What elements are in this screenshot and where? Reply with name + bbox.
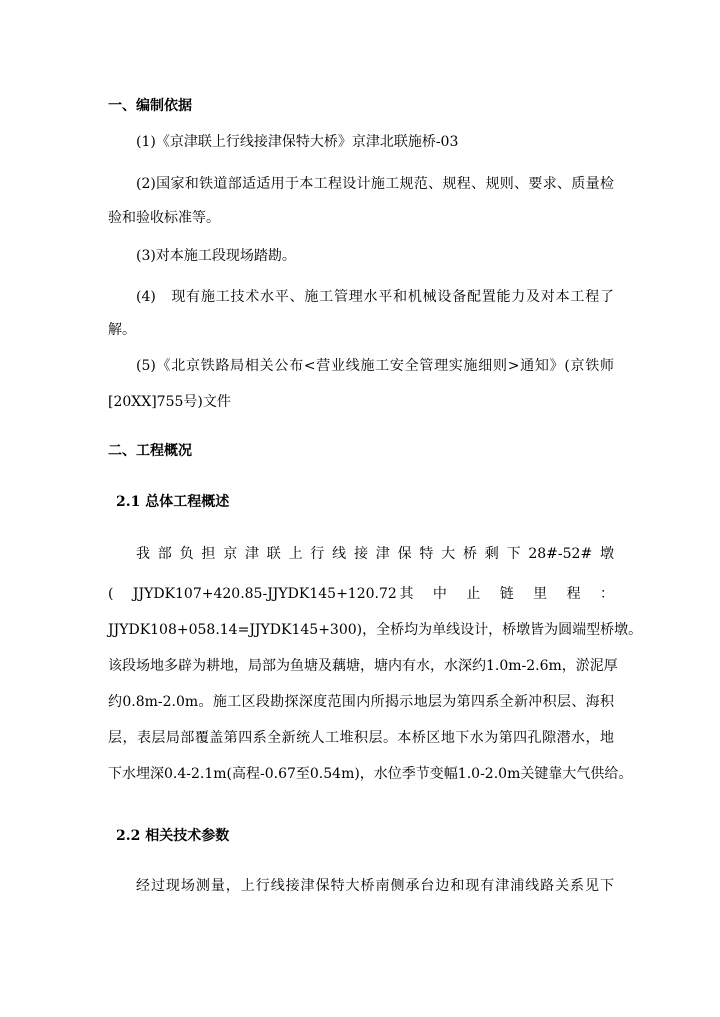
subsection-2-1-heading: 2.1 总体工程概述 bbox=[116, 494, 230, 510]
section-2-heading: 二、工程概况 bbox=[108, 443, 192, 459]
basis-item-1: (1)《京津联上行线接津保特大桥》京津北联施桥-03 bbox=[136, 134, 459, 150]
basis-item-2: (2)国家和铁道部适适用于本工程设计施工规范、规程、规则、要求、质量检 bbox=[136, 176, 614, 192]
overview-line-2: ( JJYDK107+420.85-JJYDK145+120.72其 中 止 链 里 程 ： bbox=[108, 586, 614, 602]
basis-item-3: (3)对本施工段现场踏勘。 bbox=[136, 248, 296, 264]
basis-item-5: (5)《北京铁路局相关公布<营业线施工安全管理实施细则>通知》(京铁师 bbox=[136, 358, 614, 374]
basis-item-2-cont: 验和验收标准等。 bbox=[108, 210, 220, 226]
tech-params-line-1: 经过现场测量，上行线接津保特大桥南侧承台边和现有津浦线路关系见下 bbox=[136, 878, 614, 894]
overview-line-7: 下水埋深0.4-2.1m(高程-0.67至0.54m)，水位季节变幅1.0-2.0m关键靠大气供给。 bbox=[108, 766, 633, 782]
subsection-2-2-heading: 2.2 相关技术参数 bbox=[116, 828, 230, 844]
overview-line-6: 层，表层局部覆盖第四系全新统人工堆积层。本桥区地下水为第四孔隙潜水，地 bbox=[108, 730, 614, 746]
overview-line-3: JJYDK108+058.14=JJYDK145+300)，全桥均为单线设计，桥墩皆为圆端型桥墩。 bbox=[108, 622, 643, 638]
overview-line-1: 我部负担京津联上行线接津保特大桥剩下28#-52#墩 bbox=[136, 546, 614, 562]
basis-item-5-cont: [20XX]755号)文件 bbox=[108, 394, 231, 410]
overview-line-4: 该段场地多辟为耕地，局部为鱼塘及藕塘，塘内有水，水深约1.0m-2.6m，淤泥厚 bbox=[108, 658, 618, 674]
overview-line-5: 约0.8m-2.0m。施工区段勘探深度范围内所揭示地层为第四系全新冲积层、海积 bbox=[108, 694, 614, 710]
section-1-heading: 一、编制依据 bbox=[108, 98, 192, 114]
basis-item-4: (4) 现有施工技术水平、施工管理水平和机械设备配置能力及对本工程了 bbox=[136, 289, 614, 305]
basis-item-4-cont: 解。 bbox=[108, 322, 136, 338]
